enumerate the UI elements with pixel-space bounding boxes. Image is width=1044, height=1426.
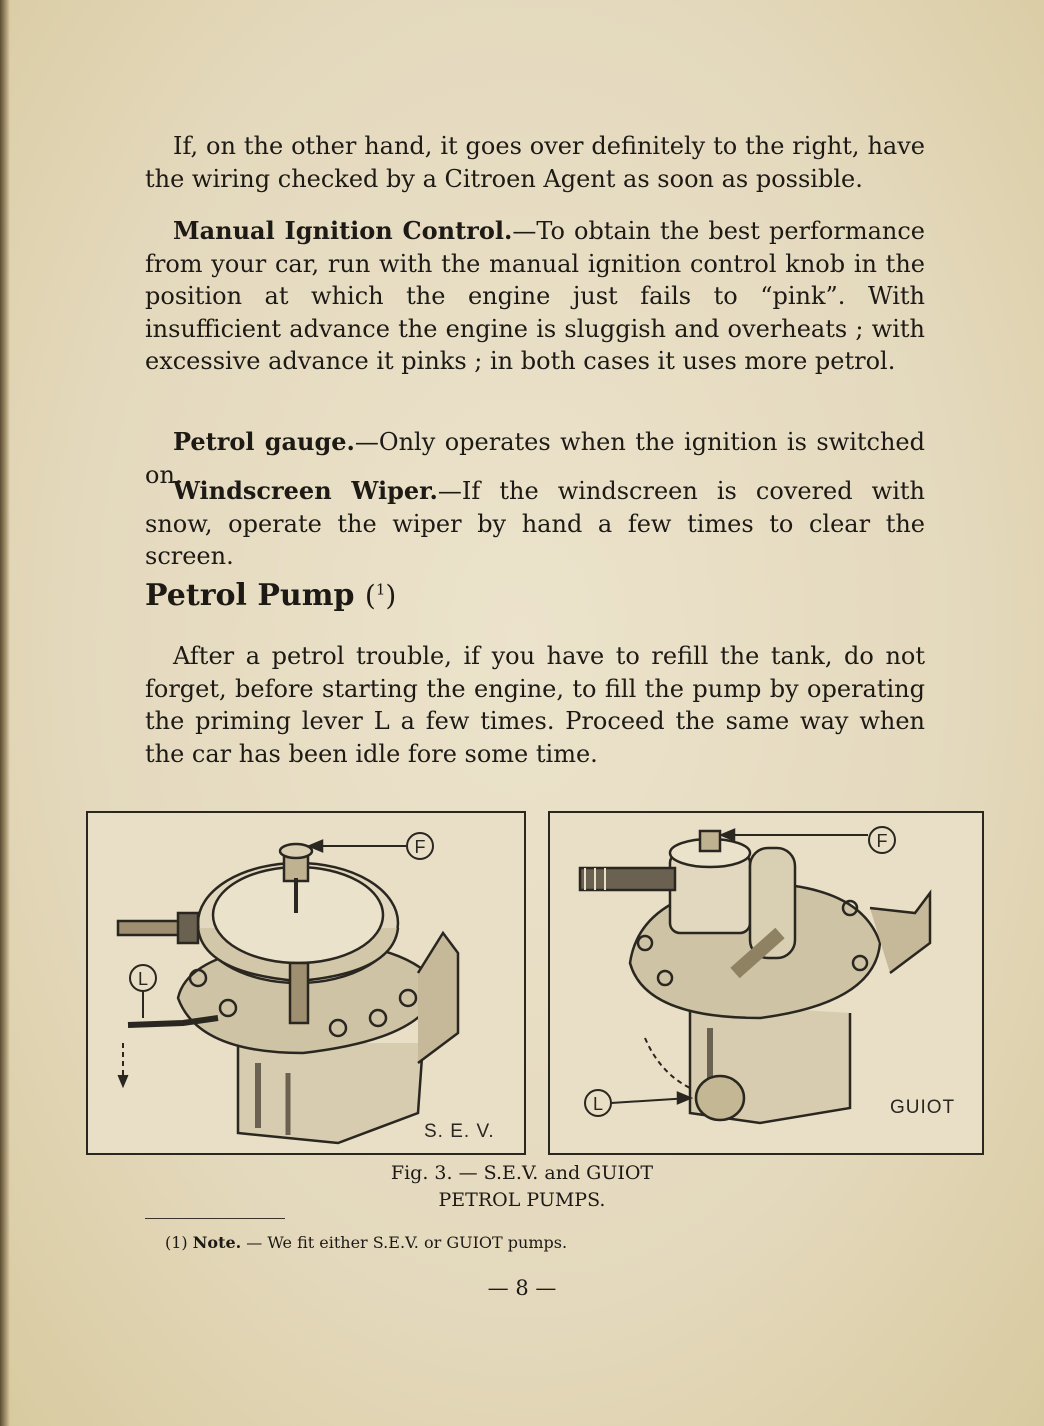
page-number: — 8 — — [487, 1276, 557, 1300]
petrol-gauge-text: —Only operates when the ignition is switched on. — [145, 428, 925, 489]
footnote-rule — [145, 1218, 285, 1219]
section-title-petrol-pump — [145, 578, 396, 613]
windscreen-wiper-heading: Windscreen Wiper. — [173, 476, 438, 505]
paragraph-manual-ignition — [145, 215, 925, 378]
paragraph-wiring — [145, 130, 925, 195]
sev-callout-l: L — [137, 969, 149, 989]
sev-pump-illustration — [88, 813, 524, 1153]
footnote-reference-mark: 1 — [375, 580, 386, 599]
footnote — [165, 1233, 567, 1252]
figure-caption-line-1: Fig. 3. — S.E.V. and GUIOT — [390, 1162, 654, 1184]
windscreen-wiper-text: —If the windscreen is covered with snow, operate the wiper by hand a few times to clear the screen. — [145, 477, 925, 570]
guiot-callout-l: L — [592, 1094, 604, 1114]
figure-guiot-pump — [548, 811, 984, 1155]
manual-ignition-text: —To obtain the best performance from your car, run with the manual ignition control knob in the position at which the engine just fails to “pink”. With insufficient advance the engine is sluggish and overheats ; with excessive advance it pinks ; in both cases it uses more petrol. — [145, 217, 925, 375]
petrol-gauge-heading: Petrol gauge. — [173, 427, 355, 456]
paragraph-windscreen-wiper — [145, 475, 925, 573]
petrol-pump-text: After a petrol trouble, if you have to refill the tank, do not forget, before starting the engine, to fill the pump by operating the priming lever L a few times. Proceed the same way when the car has been idle fore some time. — [145, 642, 925, 768]
sev-figure-label: S. E. V. — [424, 1121, 495, 1142]
footnote-text: — We fit either S.E.V. or GUIOT pumps. — [246, 1233, 568, 1252]
guiot-callout-f: F — [876, 831, 888, 851]
footnote-reference: ($^1$) — [364, 579, 397, 612]
footnote-lead: Note. — [192, 1233, 242, 1252]
guiot-figure-label: GUIOT — [890, 1097, 956, 1118]
figure-sev-pump — [86, 811, 526, 1155]
sev-callout-f: F — [414, 837, 426, 857]
paragraph-petrol-pump — [145, 640, 925, 770]
figure-caption-line-2: PETROL PUMPS. — [438, 1189, 606, 1211]
footnote-number: (1) — [165, 1233, 188, 1252]
manual-ignition-heading: Manual Ignition Control. — [173, 216, 513, 245]
paragraph-wiring-text: If, on the other hand, it goes over definitely to the right, have the wiring checked by a Citroen Agent as soon as possible. — [145, 132, 925, 193]
section-title-text: Petrol Pump — [145, 578, 355, 613]
